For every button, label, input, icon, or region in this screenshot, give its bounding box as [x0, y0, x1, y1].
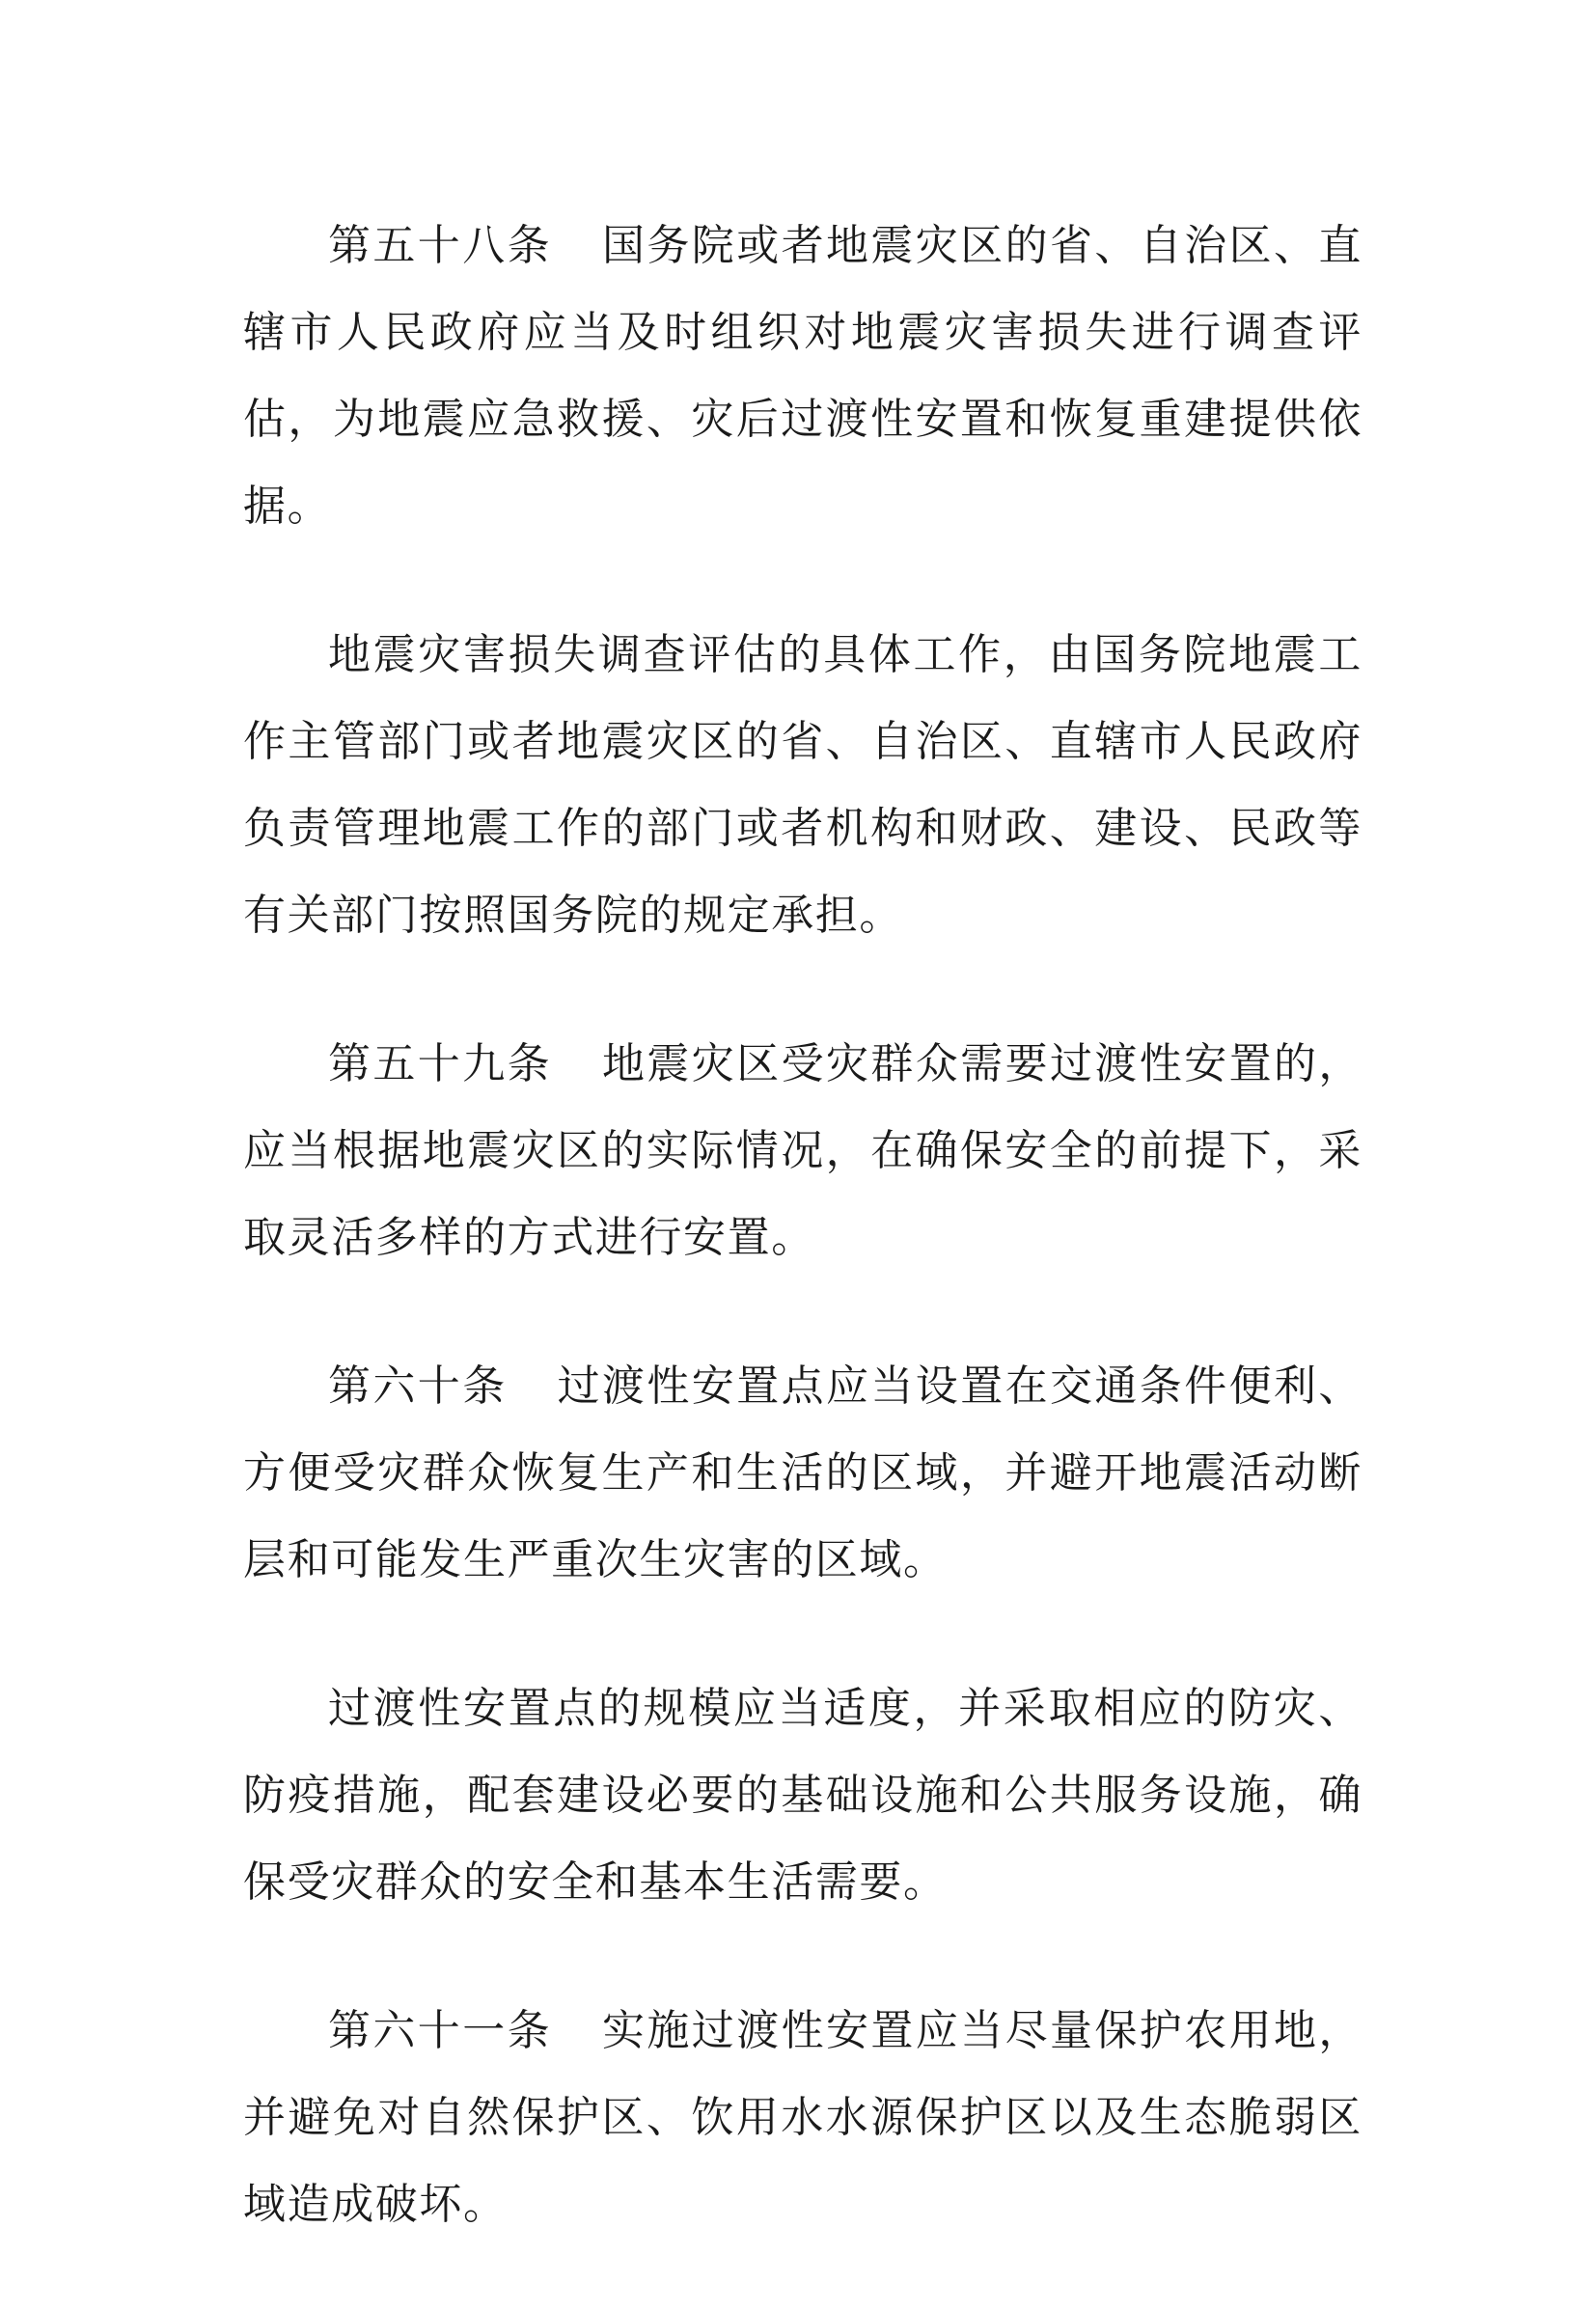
paragraph-text: 过渡性安置点的规模应当适度，并采取相应的防灾、防疫措施，配套建设必要的基础设施和公共服务设施，确保受灾群众的安全和基本生活需要。 — [243, 1684, 1362, 1907]
paragraph-article-58-clause-2 — [243, 612, 1362, 959]
paragraph-article-58 — [243, 203, 1362, 550]
paragraph-text: 过渡性安置点应当设置在交通条件便利、方便受灾群众恢复生产和生活的区域，并避开地震活动断层和可能发生严重次生灾害的区域。 — [243, 1361, 1362, 1584]
document-body — [243, 203, 1362, 2310]
article-number: 第五十八条 — [328, 221, 552, 270]
paragraph-article-59 — [243, 1021, 1362, 1281]
paragraph-article-60-clause-2 — [243, 1665, 1362, 1926]
paragraph-text: 地震灾害损失调查评估的具体工作，由国务院地震工作主管部门或者地震灾区的省、自治区、直辖市人民政府负责管理地震工作的部门或者机构和财政、建设、民政等有关部门按照国务院的规定承担。 — [243, 630, 1362, 940]
article-number: 第五十九条 — [328, 1039, 552, 1088]
paragraph-text: 实施过渡性安置应当尽量保护农用地，并避免对自然保护区、饮用水水源保护区以及生态脆弱区域造成破坏。 — [243, 2006, 1362, 2229]
article-number: 第六十条 — [328, 1361, 508, 1411]
paragraph-article-61 — [243, 1988, 1362, 2248]
paragraph-article-60 — [243, 1343, 1362, 1604]
paragraph-text: 地震灾区受灾群众需要过渡性安置的，应当根据地震灾区的实际情况，在确保安全的前提下，采取灵活多样的方式进行安置。 — [243, 1039, 1362, 1262]
article-number: 第六十一条 — [328, 2006, 552, 2055]
paragraph-text: 国务院或者地震灾区的省、自治区、直辖市人民政府应当及时组织对地震灾害损失进行调查评估，为地震应急救援、灾后过渡性安置和恢复重建提供依据。 — [243, 221, 1362, 531]
